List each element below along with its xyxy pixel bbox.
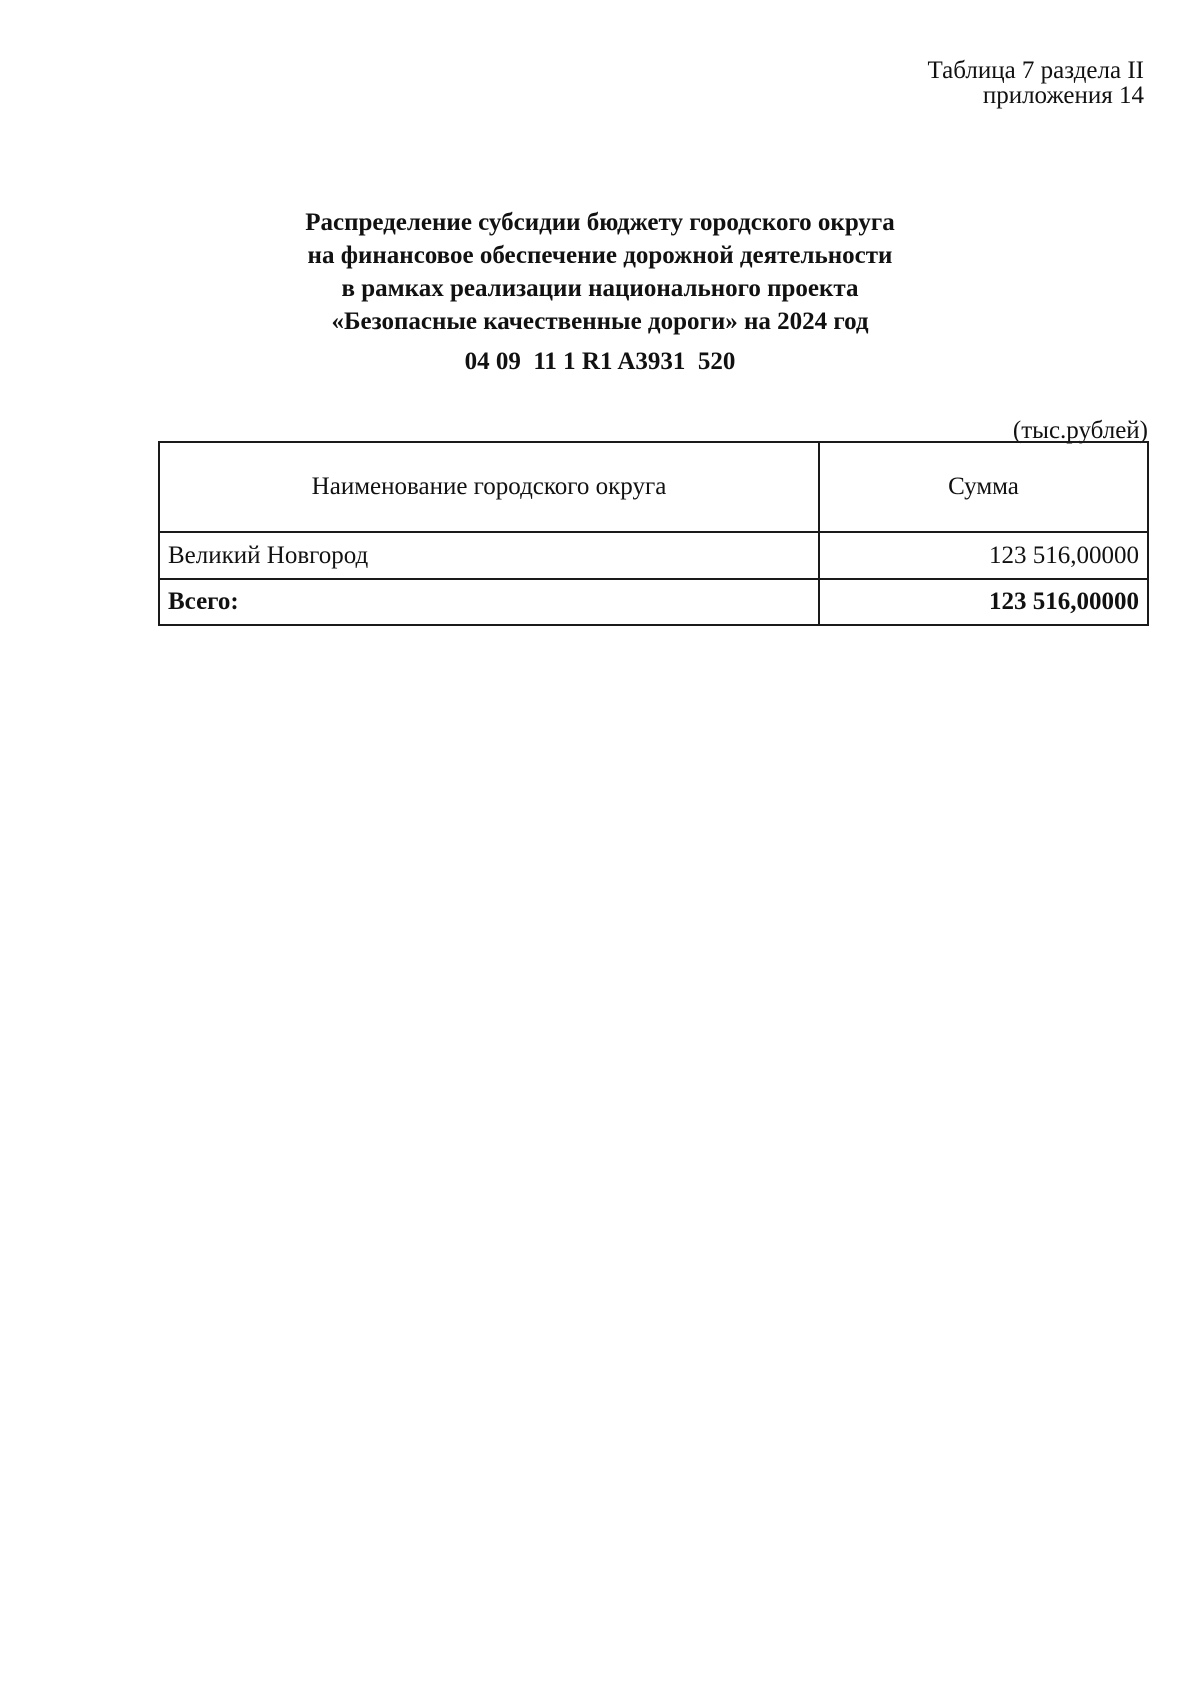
title-line-1: Распределение субсидии бюджету городского округа	[305, 209, 895, 236]
column-header-amount: Сумма	[819, 442, 1148, 532]
title-line-3: в рамках реализации национального проекта	[341, 275, 859, 302]
total-row	[159, 579, 1148, 625]
row-district-name: Великий Новгород	[159, 532, 819, 579]
budget-classification-code: 04 09 11 1 R1 A3931 520	[464, 348, 736, 375]
total-amount: 123 516,00000	[819, 579, 1148, 625]
table-reference	[928, 58, 1144, 108]
table-header-row	[159, 442, 1148, 532]
subsidy-table	[158, 441, 1149, 626]
row-amount: 123 516,00000	[819, 532, 1148, 579]
title-line-2: на финансовое обеспечение дорожной деятельности	[307, 242, 893, 269]
total-label: Всего:	[159, 579, 819, 625]
column-header-name: Наименование городского округа	[159, 442, 819, 532]
document-title	[200, 206, 1000, 338]
units-note: (тыс.рублей)	[1012, 417, 1148, 444]
table-reference-line-1: Таблица 7 раздела II	[927, 57, 1144, 84]
table-reference-line-2: приложения 14	[982, 82, 1144, 109]
table-row	[159, 532, 1148, 579]
title-line-4: «Безопасные качественные дороги» на 2024 год	[331, 308, 869, 335]
